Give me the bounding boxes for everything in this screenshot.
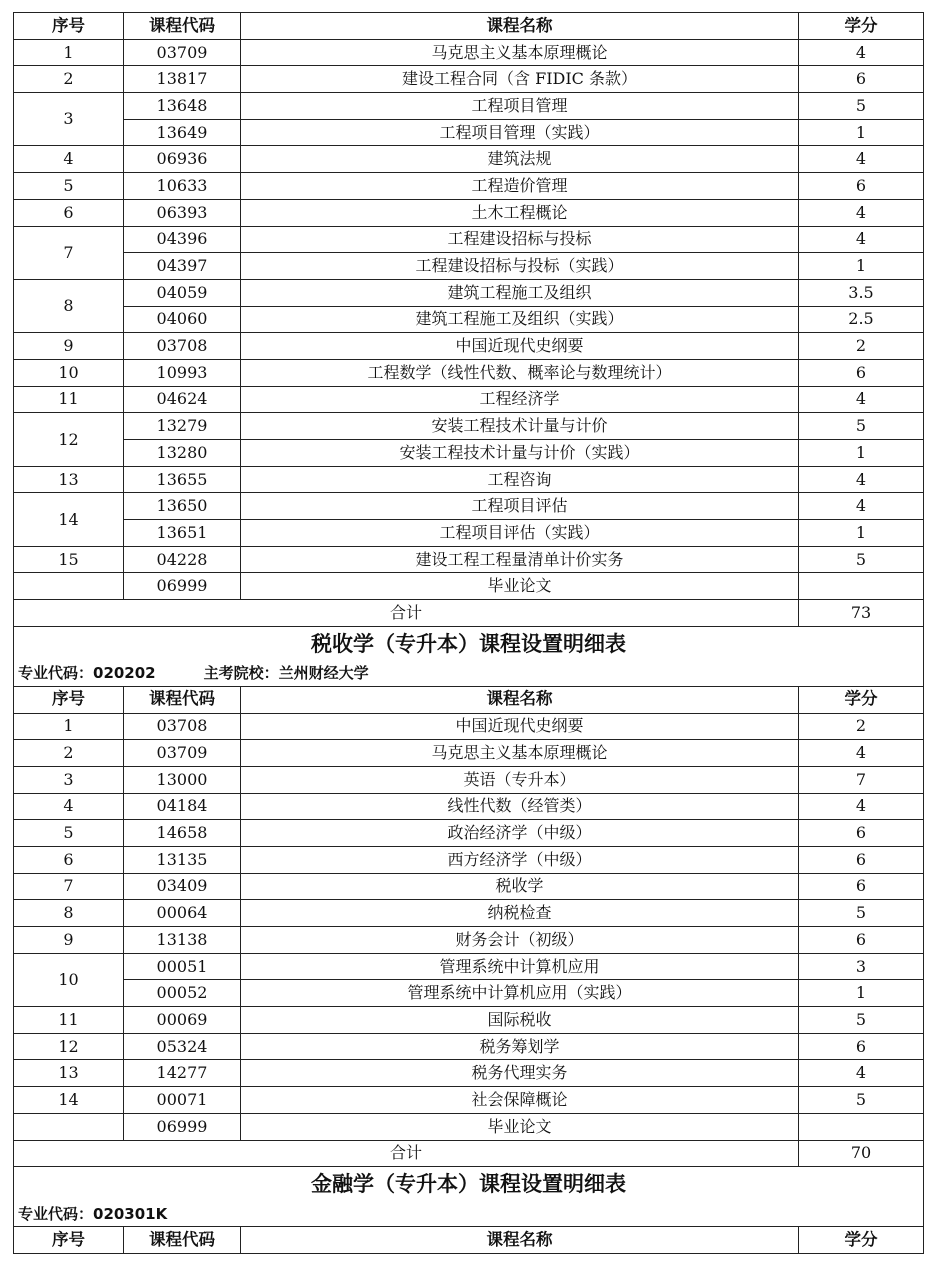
row-credit: 5	[799, 546, 924, 573]
table-row	[14, 66, 924, 93]
table-row	[14, 793, 924, 820]
row-code: 05324	[124, 1033, 241, 1060]
row-credit: 1	[799, 980, 924, 1007]
section-meta-row	[14, 662, 924, 687]
row-name: 财务会计（初级）	[241, 927, 799, 954]
row-code: 14658	[124, 820, 241, 847]
row-credit: 6	[799, 173, 924, 200]
row-credit: 4	[799, 199, 924, 226]
table-row	[14, 980, 924, 1007]
section-title-row	[14, 1167, 924, 1203]
row-name: 工程项目评估	[241, 493, 799, 520]
section-meta	[14, 662, 924, 687]
table-row	[14, 199, 924, 226]
row-code: 00071	[124, 1087, 241, 1114]
row-name: 马克思主义基本原理概论	[241, 740, 799, 767]
table-row	[14, 333, 924, 360]
row-no: 9	[14, 927, 124, 954]
row-code: 06999	[124, 573, 241, 600]
row-code: 03409	[124, 873, 241, 900]
row-no: 14	[14, 1087, 124, 1114]
row-credit: 4	[799, 740, 924, 767]
row-name: 管理系统中计算机应用（实践）	[241, 980, 799, 1007]
row-credit: 1	[799, 520, 924, 547]
header-no: 序号	[14, 1227, 124, 1254]
row-name: 纳税检查	[241, 900, 799, 927]
table-row	[14, 359, 924, 386]
row-code: 10633	[124, 173, 241, 200]
table-row	[14, 820, 924, 847]
row-no: 12	[14, 413, 124, 466]
header-credit: 学分	[799, 13, 924, 40]
row-credit: 5	[799, 1007, 924, 1034]
table-row	[14, 1113, 924, 1140]
row-credit: 1	[799, 440, 924, 467]
table-row	[14, 226, 924, 253]
total-value: 70	[799, 1140, 924, 1167]
table-row	[14, 546, 924, 573]
row-no: 9	[14, 333, 124, 360]
total-value: 73	[799, 600, 924, 627]
row-name: 税收学	[241, 873, 799, 900]
table-row	[14, 173, 924, 200]
row-name: 毕业论文	[241, 1113, 799, 1140]
row-credit: 3	[799, 953, 924, 980]
row-name: 英语（专升本）	[241, 766, 799, 793]
row-code: 06999	[124, 1113, 241, 1140]
row-credit: 5	[799, 900, 924, 927]
header-row	[14, 1227, 924, 1254]
row-name: 安装工程技术计量与计价（实践）	[241, 440, 799, 467]
row-code: 13651	[124, 520, 241, 547]
header-credit: 学分	[799, 1227, 924, 1254]
row-no: 3	[14, 766, 124, 793]
table-row	[14, 440, 924, 467]
row-code: 13817	[124, 66, 241, 93]
row-no: 5	[14, 173, 124, 200]
row-name: 工程造价管理	[241, 173, 799, 200]
table-row	[14, 93, 924, 120]
table-row	[14, 873, 924, 900]
row-name: 工程建设招标与投标	[241, 226, 799, 253]
table-row	[14, 953, 924, 980]
row-name: 政治经济学（中级）	[241, 820, 799, 847]
row-name: 管理系统中计算机应用	[241, 953, 799, 980]
row-no: 13	[14, 1060, 124, 1087]
section-meta	[14, 1202, 924, 1227]
table-row	[14, 119, 924, 146]
row-name: 工程数学（线性代数、概率论与数理统计）	[241, 359, 799, 386]
row-credit: 6	[799, 927, 924, 954]
row-no: 2	[14, 66, 124, 93]
row-code: 04228	[124, 546, 241, 573]
row-name: 毕业论文	[241, 573, 799, 600]
row-credit: 4	[799, 493, 924, 520]
row-name: 土木工程概论	[241, 199, 799, 226]
row-credit: 2.5	[799, 306, 924, 333]
row-credit: 1	[799, 119, 924, 146]
row-no: 4	[14, 146, 124, 173]
course-schedule-sheet	[13, 12, 923, 1254]
row-credit: 4	[799, 386, 924, 413]
row-credit	[799, 573, 924, 600]
row-credit: 6	[799, 359, 924, 386]
row-name: 西方经济学（中级）	[241, 846, 799, 873]
header-name: 课程名称	[241, 13, 799, 40]
row-no: 12	[14, 1033, 124, 1060]
section-meta-row	[14, 1202, 924, 1227]
table-row	[14, 1087, 924, 1114]
row-code: 03708	[124, 713, 241, 740]
row-no: 8	[14, 279, 124, 332]
row-code: 10993	[124, 359, 241, 386]
row-code: 04059	[124, 279, 241, 306]
row-code: 13649	[124, 119, 241, 146]
row-no: 8	[14, 900, 124, 927]
row-credit: 3.5	[799, 279, 924, 306]
table-row	[14, 927, 924, 954]
header-name: 课程名称	[241, 1227, 799, 1254]
table-row	[14, 766, 924, 793]
course-table	[13, 12, 924, 1254]
row-credit: 6	[799, 820, 924, 847]
table-row	[14, 413, 924, 440]
row-no: 6	[14, 846, 124, 873]
total-row	[14, 600, 924, 627]
table-row	[14, 386, 924, 413]
row-name: 工程项目管理	[241, 93, 799, 120]
row-credit: 2	[799, 333, 924, 360]
table-row	[14, 1060, 924, 1087]
row-credit: 5	[799, 413, 924, 440]
section-title: 金融学（专升本）课程设置明细表	[14, 1167, 924, 1203]
row-no: 6	[14, 199, 124, 226]
row-code: 13648	[124, 93, 241, 120]
row-no: 10	[14, 359, 124, 386]
row-no: 7	[14, 226, 124, 279]
row-credit: 4	[799, 146, 924, 173]
table-row	[14, 253, 924, 280]
total-row	[14, 1140, 924, 1167]
row-credit: 6	[799, 873, 924, 900]
row-credit: 7	[799, 766, 924, 793]
row-credit: 6	[799, 66, 924, 93]
table-row	[14, 39, 924, 66]
row-code: 04397	[124, 253, 241, 280]
row-no: 3	[14, 93, 124, 146]
table-row	[14, 740, 924, 767]
header-row	[14, 686, 924, 713]
row-code: 13280	[124, 440, 241, 467]
row-name: 建设工程工程量清单计价实务	[241, 546, 799, 573]
major-code: 专业代码：020202	[18, 664, 156, 683]
row-code: 00051	[124, 953, 241, 980]
row-code: 03709	[124, 740, 241, 767]
header-row	[14, 13, 924, 40]
row-name: 中国近现代史纲要	[241, 333, 799, 360]
row-credit: 1	[799, 253, 924, 280]
row-name: 税务筹划学	[241, 1033, 799, 1060]
table-row	[14, 846, 924, 873]
row-code: 13138	[124, 927, 241, 954]
row-name: 工程项目评估（实践）	[241, 520, 799, 547]
row-code: 06936	[124, 146, 241, 173]
row-credit: 5	[799, 1087, 924, 1114]
header-code: 课程代码	[124, 1227, 241, 1254]
row-credit: 4	[799, 39, 924, 66]
row-no	[14, 1113, 124, 1140]
row-credit: 4	[799, 466, 924, 493]
header-code: 课程代码	[124, 13, 241, 40]
row-no: 11	[14, 386, 124, 413]
row-name: 建设工程合同（含 FIDIC 条款）	[241, 66, 799, 93]
row-code: 13655	[124, 466, 241, 493]
table-row	[14, 713, 924, 740]
row-no: 2	[14, 740, 124, 767]
table-row	[14, 279, 924, 306]
row-no: 15	[14, 546, 124, 573]
row-code: 14277	[124, 1060, 241, 1087]
row-no: 5	[14, 820, 124, 847]
total-label: 合计	[14, 1140, 799, 1167]
row-name: 社会保障概论	[241, 1087, 799, 1114]
row-name: 建筑法规	[241, 146, 799, 173]
row-no: 10	[14, 953, 124, 1006]
table-row	[14, 146, 924, 173]
row-credit: 4	[799, 1060, 924, 1087]
table-row	[14, 1033, 924, 1060]
table-row	[14, 1007, 924, 1034]
row-code: 06393	[124, 199, 241, 226]
row-no: 7	[14, 873, 124, 900]
row-code: 03708	[124, 333, 241, 360]
row-credit: 4	[799, 793, 924, 820]
row-name: 建筑工程施工及组织（实践）	[241, 306, 799, 333]
row-name: 安装工程技术计量与计价	[241, 413, 799, 440]
row-no: 13	[14, 466, 124, 493]
header-code: 课程代码	[124, 686, 241, 713]
row-credit	[799, 1113, 924, 1140]
major-code: 专业代码：020301K	[18, 1204, 168, 1223]
row-name: 国际税收	[241, 1007, 799, 1034]
row-no: 1	[14, 39, 124, 66]
row-name: 中国近现代史纲要	[241, 713, 799, 740]
row-code: 04184	[124, 793, 241, 820]
header-credit: 学分	[799, 686, 924, 713]
row-code: 13279	[124, 413, 241, 440]
row-code: 00064	[124, 900, 241, 927]
row-code: 13135	[124, 846, 241, 873]
row-credit: 6	[799, 1033, 924, 1060]
row-no: 4	[14, 793, 124, 820]
row-name: 工程咨询	[241, 466, 799, 493]
row-name: 工程建设招标与投标（实践）	[241, 253, 799, 280]
row-code: 00069	[124, 1007, 241, 1034]
row-code: 13650	[124, 493, 241, 520]
table-row	[14, 573, 924, 600]
row-no: 14	[14, 493, 124, 546]
row-name: 工程项目管理（实践）	[241, 119, 799, 146]
row-no	[14, 573, 124, 600]
header-no: 序号	[14, 686, 124, 713]
header-name: 课程名称	[241, 686, 799, 713]
row-credit: 6	[799, 846, 924, 873]
row-name: 工程经济学	[241, 386, 799, 413]
header-no: 序号	[14, 13, 124, 40]
row-name: 马克思主义基本原理概论	[241, 39, 799, 66]
row-code: 03709	[124, 39, 241, 66]
section-title: 税收学（专升本）课程设置明细表	[14, 626, 924, 662]
total-label: 合计	[14, 600, 799, 627]
row-name: 税务代理实务	[241, 1060, 799, 1087]
table-row	[14, 493, 924, 520]
row-code: 04396	[124, 226, 241, 253]
table-row	[14, 466, 924, 493]
table-row	[14, 306, 924, 333]
section-title-row	[14, 626, 924, 662]
row-name: 建筑工程施工及组织	[241, 279, 799, 306]
row-credit: 4	[799, 226, 924, 253]
row-name: 线性代数（经管类）	[241, 793, 799, 820]
row-credit: 2	[799, 713, 924, 740]
row-code: 13000	[124, 766, 241, 793]
row-credit: 5	[799, 93, 924, 120]
row-code: 00052	[124, 980, 241, 1007]
row-no: 1	[14, 713, 124, 740]
table-row	[14, 520, 924, 547]
row-code: 04060	[124, 306, 241, 333]
row-code: 04624	[124, 386, 241, 413]
exam-school: 主考院校：兰州财经大学	[203, 664, 369, 683]
table-row	[14, 900, 924, 927]
row-no: 11	[14, 1007, 124, 1034]
